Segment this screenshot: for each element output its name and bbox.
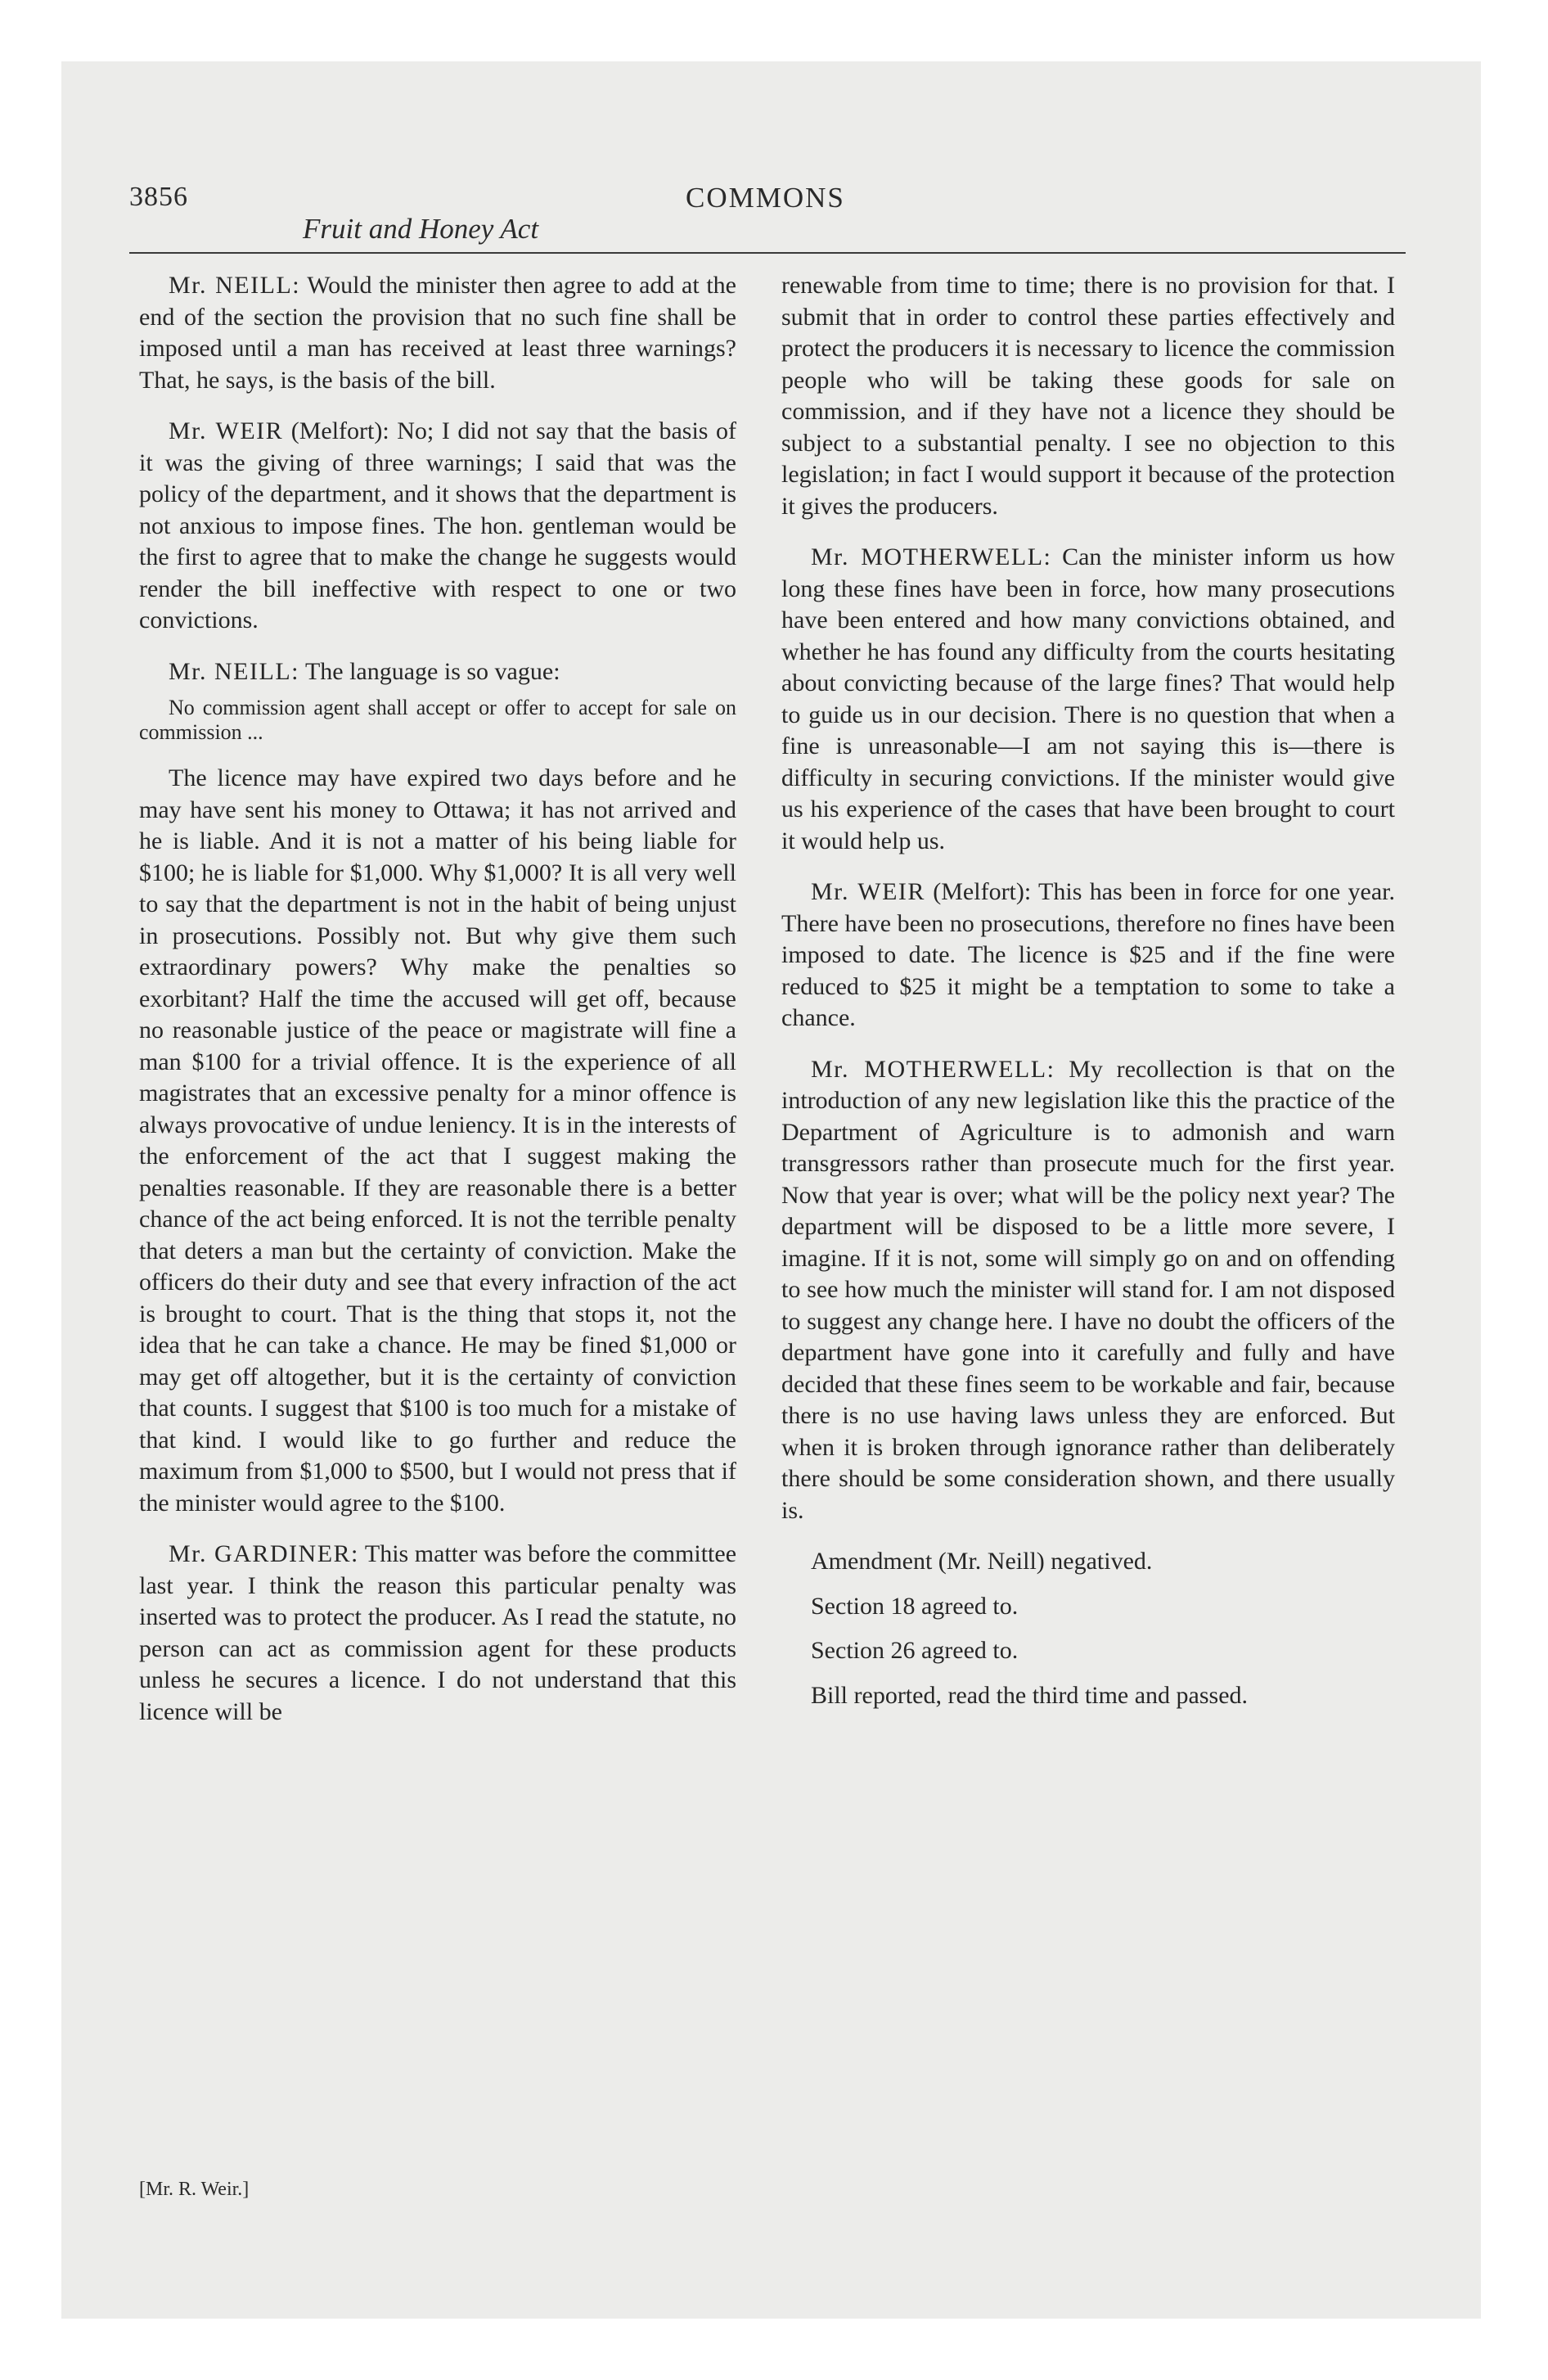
speaker-name: Mr. MOTHERWELL: (811, 1055, 1055, 1083)
motion-amendment-negatived: Amendment (Mr. Neill) negatived. (811, 1548, 1153, 1575)
left-column (139, 270, 736, 1747)
paragraph-text: No; I did not say that the basis of it was the giving of three warnings; I said that was the policy of the department, and it shows that the department is not anxious to impose fines. The hon. gentleman would be the first to agree that to make the change he suggests would render the bill ineffective with respect to one or two convictions. (139, 417, 737, 633)
paragraph-neill-3: The licence may have expired two days before and he may have sent his money to Ottawa; it has not arrived and he is liable. And it is not a matter of his being liable for $100; he is liable for $1,000. Why $1,000? It is all very well to say that the department is not in the habit of being unjust in prosecutions. Possibly not. But why give them such extraordinary powers? Why make the penalties so exorbitant? Half the time the accused will get off, because no reasonable justice of the peace or magistrate will fine a man $100 for a trivial offence. It is the experience of all magistrates that an excessive penalty for a minor offence is always provocative of undue leniency. It is in the interests of the enforcement of the act that I suggest making the penalties reasonable. If they are reasonable there is a better chance of the act being enforced. It is not the terrible penalty that deters a man but the certainty of conviction. Make the officers do their duty and see that every infraction of the act is brought to court. That is the thing that stops it, not the idea that he can take a chance. He may be fined $1,000 or may get off altogether, but it is the certainty of conviction that counts. I suggest that $100 is too much for a mistake of that kind. I would like to go further and reduce the maximum from $1,000 to $500, but I would not press that if the minister would agree to the $100. (139, 764, 736, 1517)
paragraph-gardiner-1 (139, 1539, 736, 1728)
paragraph-text: This matter was before the committee last year. I think the reason this particular penalty was inserted was to protect the producer. As I read the statute, no person can act as commission agent for these products unless he secures a licence. I do not understand that this licence will be (139, 1540, 737, 1725)
header-rule (129, 252, 1406, 254)
paragraph-neill-1 (139, 270, 736, 396)
speaker-riding: (Melfort): (290, 417, 389, 444)
paragraph-weir-2 (781, 877, 1395, 1034)
speaker-name: Mr. WEIR (169, 417, 284, 444)
right-column (781, 270, 1395, 1724)
paragraph-gardiner-continued: renewable from time to time; there is no provision for that. I submit that in order to control these parties effectively and protect the producers it is necessary to licence the commission people who will be taking these goods for sale on commission, and if they have not a licence they should be subject to a substantial penalty. I see no objection to this legislation; in fact I would support it because of the protection it gives the producers. (781, 272, 1395, 520)
footer-tag: [Mr. R. Weir.] (139, 2179, 250, 2200)
motion-section-18: Section 18 agreed to. (811, 1592, 1019, 1620)
paragraph-text: The language is so vague: (304, 657, 560, 685)
speaker-name: Mr. NEILL: (169, 657, 299, 685)
paragraph-weir-1 (139, 416, 736, 637)
speaker-name: Mr. WEIR (811, 878, 925, 905)
running-title: Fruit and Honey Act (303, 213, 539, 245)
paragraph-text: Would the minister then agree to add at the end of the section the provision that no such fine shall be imposed until a man has received at least three warnings? That, he says, is the basis of the bill. (139, 272, 736, 394)
motion-bill-passed: Bill reported, read the third time and passed. (811, 1681, 1249, 1709)
page-number: 3856 (129, 182, 188, 212)
running-section: COMMONS (686, 182, 845, 214)
paragraph-neill-2 (139, 656, 736, 688)
motion-section-26: Section 26 agreed to. (811, 1637, 1019, 1664)
paragraph-text: Can the minister inform us how long these fines have been in force, how many prosecutions have been entered and how many convictions obtained, and whether he has found any difficulty from the courts hesitating about convicting because of the large fines? That would help to guide us in our decision. There is no question that when a fine is unreasonable—I am not saying this is—there is difficulty in securing convictions. If the minister would give us his experience of the cases that have been brought to court it would help us. (781, 543, 1396, 854)
page-header (129, 182, 1406, 259)
paragraph-motherwell-1 (781, 542, 1395, 857)
quoted-statute: No commission agent shall accept or offer to accept for sale on commission ... (139, 696, 736, 744)
speaker-riding: (Melfort): (933, 878, 1032, 905)
speaker-name: Mr. GARDINER: (169, 1540, 359, 1567)
paragraph-text: This has been in force for one year. There have been no prosecutions, therefore no fines have been imposed to date. The licence is $25 and if the fine were reduced to $25 it might be a temptation to some to take a chance. (781, 878, 1395, 1031)
paragraph-motherwell-2 (781, 1054, 1395, 1527)
paragraph-text: My recollection is that on the introduction of any new legislation like this the practice of the Department of Agriculture is to admonish and warn transgressors rather than prosecute much for the first year. Now that year is over; what will be the policy next year? The department will be disposed to be a little more severe, I imagine. If it is not, some will simply go on and on offending to see how much the minister will stand for. I am not disposed to suggest any change here. I have no doubt the officers of the department have gone into it carefully and fully and have decided that these fines seem to be workable and fair, because there is no use having laws unless they are enforced. But when it is broken through ignorance rather than deliberately there should be some consideration shown, and there usually is. (781, 1055, 1395, 1524)
speaker-name: Mr. MOTHERWELL: (811, 543, 1052, 570)
speaker-name: Mr. NEILL: (169, 272, 301, 299)
